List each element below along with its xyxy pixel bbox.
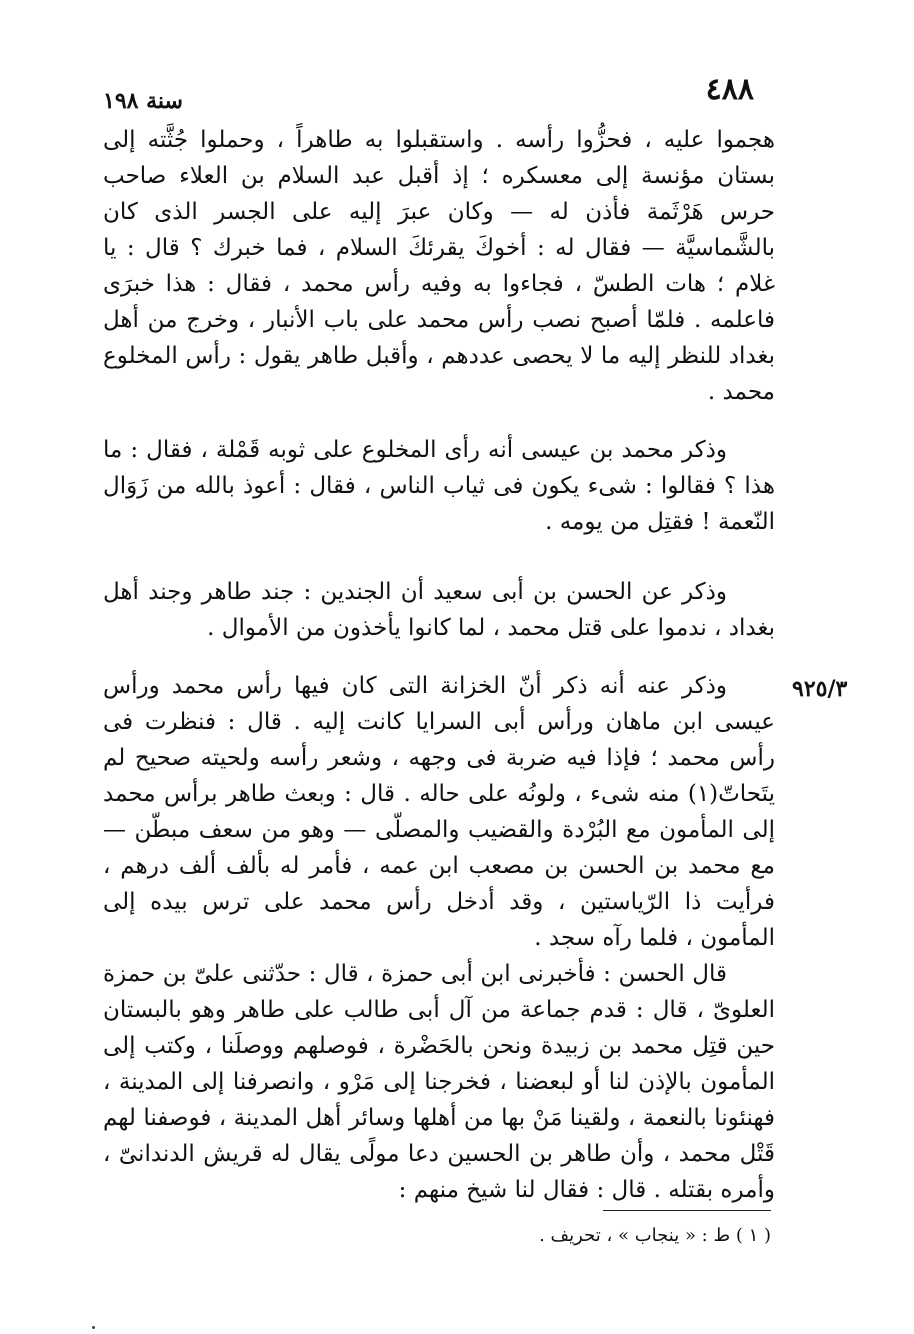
footnote: ( ١ ) ط : « ينجاب » ، تحريف . <box>539 1225 771 1246</box>
paragraph-text: وذكر عن الحسن بن أبى سعيد أن الجندين : جند طاهر وجند أهل بغداد ، ندموا على قتل محمد ، لما كانوا يأخذون من الأموال . <box>103 579 775 641</box>
scan-speck <box>92 1326 95 1329</box>
paragraph-2 <box>103 432 775 540</box>
paragraph-text: وذكر عنه أنه ذكر أنّ الخزانة التى كان فيها رأس محمد ورأس عيسى ابن ماهان ورأس أبى السرايا كانت إليه . قال : فنظرت فى رأس محمد ؛ فإذا فيه ضربة فى وجهه ، وشعر رأسه ولحيته صحيح لم يتَحاتّ(١) منه شىء ، ولونُه على حاله . قال : وبعث طاهر برأس محمد إلى المأمون مع البُرْدة والقضيب والمصلّى — وهو من سعف مبطّن — مع محمد بن الحسن بن مصعب ابن عمه ، فأمر له بألف ألف درهم ، فرأيت ذا الرّياستين ، وقد أدخل رأس محمد على ترس بيده إلى المأمون ، فلما رآه سجد . <box>103 673 775 951</box>
paragraph-1 <box>103 122 775 410</box>
footnote-divider <box>603 1210 771 1211</box>
page-number: ٤٨٨ <box>705 72 754 107</box>
paragraph-5 <box>103 956 775 1208</box>
running-header-year: سنة ١٩٨ <box>103 88 183 114</box>
margin-reference: ٩٢٥/٣ <box>792 676 848 702</box>
paragraph-text: هجموا عليه ، فحزُّوا رأسه . واستقبلوا به طاهراً ، وحملوا جُثَّته إلى بستان مؤنسة إلى معسكره ؛ إذ أقبل عبد السلام بن العلاء صاحب حرس هَرْثَمة فأذن له — وكان عبرَ إليه على الجسر الذى كان بالشَّماسيَّة — فقال له : أخوكَ يقرئكَ السلام ، فما خبرك ؟ قال : يا غلام ؛ هات الطسّ ، فجاءوا به وفيه رأس محمد ، فقال : هذا خبرَى فاعلمه . فلمّا أصبح نصب رأس محمد على باب الأنبار ، وخرج من أهل بغداد للنظر إليه ما لا يحصى عددهم ، وأقبل طاهر يقول : رأس المخلوع محمد . <box>103 127 776 405</box>
paragraph-4 <box>103 668 775 956</box>
paragraph-3 <box>103 574 775 646</box>
paragraph-text: قال الحسن : فأخبرنى ابن أبى حمزة ، قال : حدّثنى علىّ بن حمزة العلوىّ ، قال : قدم جماعة من آل أبى طالب على طاهر وهو بالبستان حين قتِل محمد بن زبيدة ونحن بالحَضْرة ، فوصلهم ووصلَنا ، وكتب إلى المأمون بالإذن لنا أو لبعضنا ، فخرجنا إلى مَرْو ، وانصرفنا إلى المدينة ، فهنئونا بالنعمة ، ولقينا مَنْ بها من أهلها وسائر أهل المدينة ، فوصفنا لهم قَتْل محمد ، وأن طاهر بن الحسين دعا مولًى يقال له قريش الدندانىّ ، وأمره بقتله . قال : فقال لنا شيخ منهم : <box>103 961 775 1203</box>
paragraph-text: وذكر محمد بن عيسى أنه رأى المخلوع على ثوبه قَمْلة ، فقال : ما هذا ؟ فقالوا : شىء يكون فى ثياب الناس ، فقال : أعوذ بالله من زَوَال النّعمة ! فقتِل من يومه . <box>103 437 775 535</box>
